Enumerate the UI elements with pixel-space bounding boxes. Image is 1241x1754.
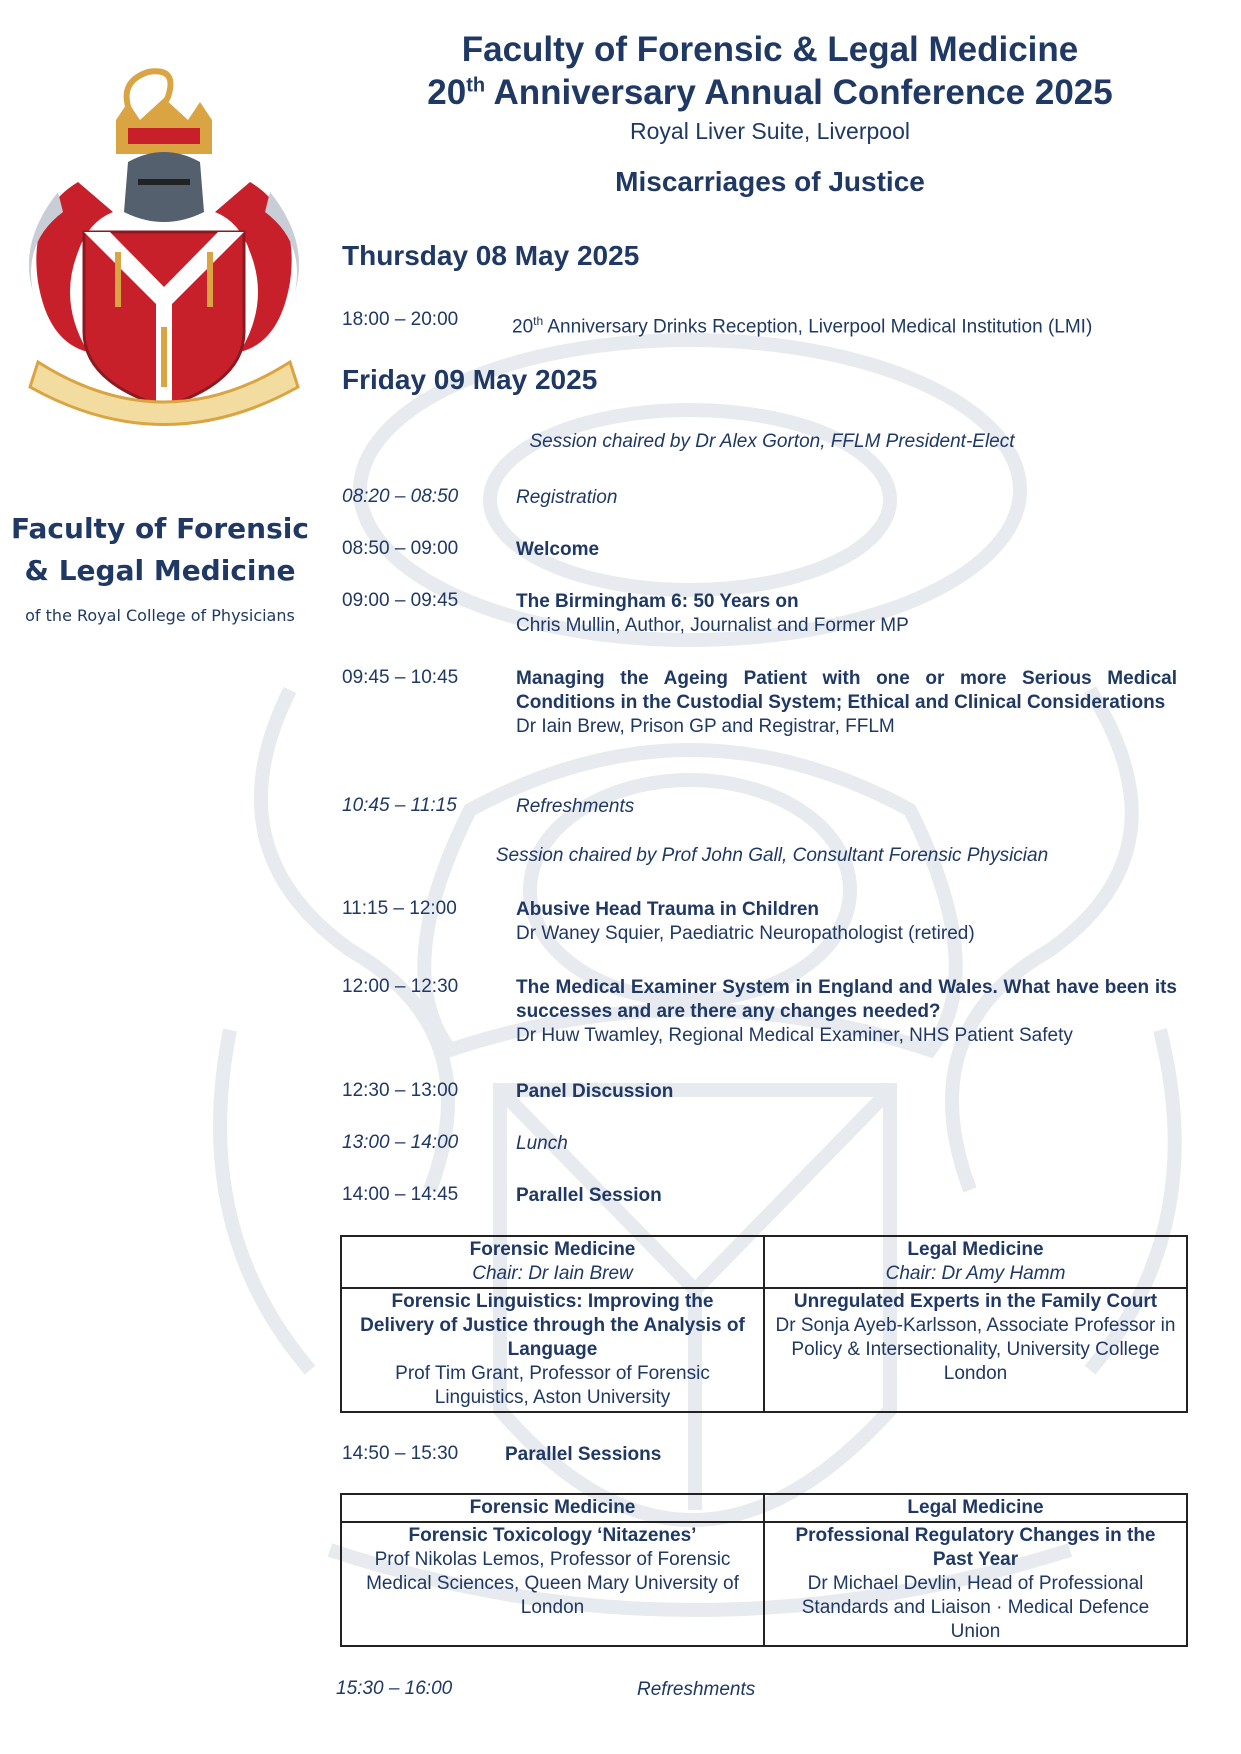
time-slot: 14:50 – 15:30 (342, 1443, 459, 1464)
table-row (341, 1236, 1187, 1288)
track-chair: Chair: Dr Amy Hamm (885, 1263, 1066, 1284)
time-slot: 14:00 – 14:45 (342, 1184, 459, 1205)
agenda-item (516, 538, 1177, 562)
time-slot: 09:00 – 09:45 (342, 590, 459, 611)
item-speaker: Dr Huw Twamley, Regional Medical Examiner, NHS Patient Safety (516, 1025, 1073, 1046)
time-slot: 15:30 – 16:00 (336, 1678, 453, 1699)
conference-title-line2 (340, 73, 1200, 113)
agenda-item (516, 667, 1177, 739)
parallel-session-table (340, 1235, 1188, 1413)
event-title: Anniversary Drinks Reception, Liverpool Medical Institution (LMI) (543, 316, 1093, 338)
faculty-crest-logo (18, 42, 310, 432)
agenda-item (516, 1184, 1177, 1208)
session-chair: Session chaired by Dr Alex Gorton, FFLM President-Elect (529, 431, 1015, 452)
time-slot: 08:20 – 08:50 (342, 486, 459, 507)
conference-theme: Miscarriages of Justice (615, 166, 925, 197)
time-slot: 11:15 – 12:00 (342, 898, 457, 919)
agenda-item (516, 795, 1177, 819)
org-name (10, 508, 310, 592)
talk-title: Forensic Linguistics: Improving the Delivery of Justice through the Analysis of Language (360, 1291, 745, 1360)
org-subtitle: of the Royal College of Physicians (25, 606, 295, 625)
item-title: Managing the Ageing Patient with one or more Serious Medical Conditions in the Custodial System; Ethical and Clinical Considerations (516, 668, 1177, 713)
table-cell (764, 1522, 1187, 1646)
item-title: Lunch (516, 1133, 568, 1154)
talk-speaker: Dr Michael Devlin, Head of Professional Standards and Liaison · Medical Defence Union (801, 1573, 1150, 1642)
table-cell (764, 1236, 1187, 1288)
item-title: The Birmingham 6: 50 Years on (516, 591, 799, 612)
item-title: Refreshments (516, 796, 635, 817)
agenda-item (516, 590, 1177, 638)
agenda-item (516, 1132, 1177, 1156)
time-slot: 12:30 – 13:00 (342, 1080, 459, 1101)
agenda-item (516, 976, 1177, 1048)
table-row (341, 1288, 1187, 1412)
track-header: Forensic Medicine (469, 1497, 636, 1518)
parallel-sessions-table (340, 1493, 1188, 1647)
table-cell (341, 1236, 764, 1288)
table-cell (764, 1288, 1187, 1412)
time-slot: 13:00 – 14:00 (342, 1132, 459, 1153)
title-ordinal: 20 (427, 73, 467, 112)
talk-title: Professional Regulatory Changes in the Past Year (795, 1525, 1156, 1570)
table-cell (341, 1494, 764, 1522)
agenda-item (516, 486, 1177, 510)
org-name-line1: Faculty of Forensic (11, 512, 309, 545)
table-row (341, 1494, 1187, 1522)
talk-title: Forensic Toxicology ‘Nitazenes’ (408, 1525, 697, 1546)
event-ordinal: 20 (512, 316, 534, 338)
agenda-item (516, 1080, 1177, 1104)
talk-speaker: Dr Sonja Ayeb-Karlsson, Associate Professor in Policy & Intersectionality, University College London (775, 1315, 1176, 1384)
track-header: Legal Medicine (907, 1239, 1044, 1260)
org-name-line2: & Legal Medicine (24, 554, 296, 587)
agenda-item (637, 1678, 1241, 1702)
time-slot: 10:45 – 11:15 (342, 795, 457, 816)
time-slot: 12:00 – 12:30 (342, 976, 459, 997)
track-header: Forensic Medicine (469, 1239, 636, 1260)
item-title: Welcome (516, 539, 600, 560)
talk-title: Unregulated Experts in the Family Court (793, 1291, 1158, 1312)
title-remainder: Anniversary Annual Conference 2025 (485, 73, 1113, 112)
conference-title-line1: Faculty of Forensic & Legal Medicine (461, 30, 1079, 69)
title-ordinal-suffix: th (466, 74, 486, 97)
item-speaker: Dr Waney Squier, Paediatric Neuropathologist (retired) (516, 923, 975, 944)
time-slot: 09:45 – 10:45 (342, 667, 459, 688)
day-heading-friday: Friday 09 May 2025 (342, 364, 598, 395)
table-cell (341, 1288, 764, 1412)
table-cell (341, 1522, 764, 1646)
item-title: Registration (516, 487, 618, 508)
agenda-item (512, 309, 1173, 339)
item-title: Refreshments (637, 1679, 756, 1700)
talk-speaker: Prof Tim Grant, Professor of Forensic Linguistics, Aston University (395, 1363, 710, 1408)
item-title: The Medical Examiner System in England and Wales. What have been its successes and are there any changes needed? (516, 977, 1177, 1022)
item-title: Parallel Session (516, 1185, 662, 1206)
item-speaker: Chris Mullin, Author, Journalist and Former MP (516, 615, 909, 636)
venue: Royal Liver Suite, Liverpool (630, 118, 910, 144)
item-title: Abusive Head Trauma in Children (516, 899, 820, 920)
day-heading-thursday: Thursday 08 May 2025 (342, 240, 640, 271)
track-chair: Chair: Dr Iain Brew (472, 1263, 633, 1284)
agenda-item (516, 898, 1177, 946)
event-ordinal-suffix: th (533, 314, 544, 328)
table-cell (764, 1494, 1187, 1522)
table-row (341, 1522, 1187, 1646)
item-speaker: Dr Iain Brew, Prison GP and Registrar, FFLM (516, 716, 895, 737)
item-title: Panel Discussion (516, 1081, 674, 1102)
session-chair: Session chaired by Prof John Gall, Consultant Forensic Physician (495, 845, 1049, 866)
track-header: Legal Medicine (907, 1497, 1044, 1518)
time-slot: 18:00 – 20:00 (342, 309, 459, 330)
item-title: Parallel Sessions (505, 1444, 662, 1465)
talk-speaker: Prof Nikolas Lemos, Professor of Forensic Medical Sciences, Queen Mary University of London (366, 1549, 739, 1618)
time-slot: 08:50 – 09:00 (342, 538, 459, 559)
agenda-item (505, 1443, 1166, 1467)
